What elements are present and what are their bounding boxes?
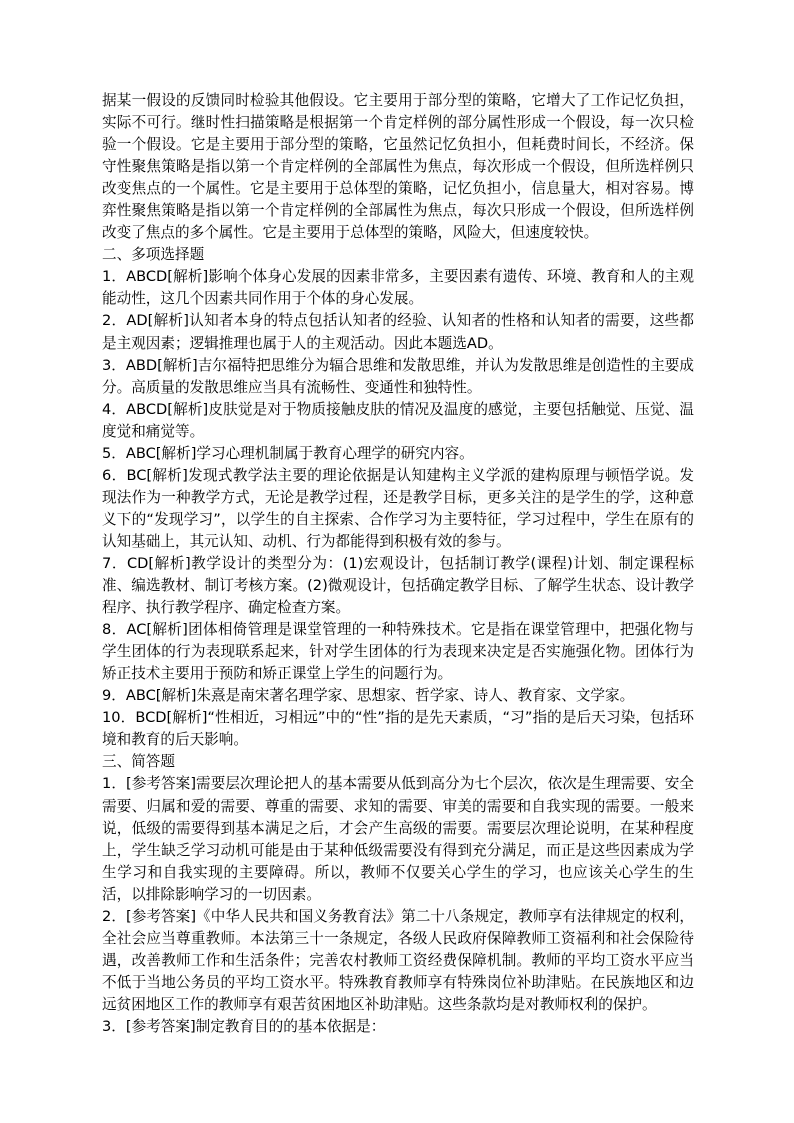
section-heading-multiple-choice: 二、多项选择题	[102, 246, 205, 264]
answer-item-mc-1: 1．ABCD[解析]影响个体身心发展的因素非常多，主要因素有遗传、环境、教育和人的主观能动性，这几个因素共同作用于个体的身心发展。	[102, 268, 694, 308]
answer-item-mc-3: 3．ABD[解析]吉尔福特把思维分为辐合思维和发散思维，并认为发散思维是创造性的主要成分。高质量的发散思维应当具有流畅性、变通性和独特性。	[102, 356, 694, 396]
answer-item-mc-9: 9．ABC[解析]朱熹是南宋著名理学家、思想家、哲学家、诗人、教育家、文学家。	[102, 687, 635, 705]
answer-item-mc-6: 6．BC[解析]发现式教学法主要的理论依据是认知建构主义学派的建构原理与顿悟学说。发现法作为一种教学方式，无论是教学过程，还是教学目标，更多关注的是学生的学，这种意义下的“发现学习”，以学生的自主探索、合作学习为主要特征，学习过程中，学生在原有的认知基础上，其元认知、动机、行为都能得到积极有效的参与。	[102, 466, 694, 550]
answer-item-mc-10: 10．BCD[解析]“性相近，习相远”中的“性”指的是先天素质，“习”指的是后天习染，包括环境和教育的后天影响。	[102, 709, 694, 749]
section-heading-short-answer: 三、简答题	[102, 753, 175, 771]
answer-item-mc-2: 2．AD[解析]认知者本身的特点包括认知者的经验、认知者的性格和认知者的需要，这些都是主观因素；逻辑推理也属于人的主观活动。因此本题选AD。	[102, 312, 694, 352]
paragraph-continuation: 据某一假设的反馈同时检验其他假设。它主要用于部分型的策略，它增大了工作记忆负担，实际不可行。继时性扫描策略是根据第一个肯定样例的部分属性形成一个假设，每一次只检验一个假设。它是主要用于部分型的策略，它虽然记忆负担小，但耗费时间长，不经济。保守性聚焦策略是指以第一个肯定样例的全部属性为焦点，每次形成一个假设，但所选样例只改变焦点的一个属性。它是主要用于总体型的策略，记忆负担小，信息量大，相对容易。博弈性聚焦策略是指以第一个肯定样例的全部属性为焦点，每次只形成一个假设，但所选样例改变了焦点的多个属性。它是主要用于总体型的策略，风险大，但速度较快。	[102, 92, 694, 242]
answer-item-mc-5: 5．ABC[解析]学习心理机制属于教育心理学的研究内容。	[102, 444, 474, 462]
answer-item-sa-3: 3．[参考答案]制定教育目的的基本依据是：	[102, 1017, 386, 1035]
answer-item-mc-7: 7．CD[解析]教学设计的类型分为：(1)宏观设计，包括制订教学(课程)计划、制定课程标准、编选教材、制订考核方案。(2)微观设计，包括确定教学目标、了解学生状态、设计教学程序、执行教学程序、确定检查方案。	[102, 554, 694, 617]
answer-item-sa-1: 1．[参考答案]需要层次理论把人的基本需要从低到高分为七个层次，依次是生理需要、安全需要、归属和爱的需要、尊重的需要、求知的需要、审美的需要和自我实现的需要。一般来说，低级的需要得到基本满足之后，才会产生高级的需要。需要层次理论说明，在某种程度上，学生缺乏学习动机可能是由于某种低级需要没有得到充分满足，而正是这些因素成为学生学习和自我实现的主要障碍。所以，教师不仅要关心学生的学习，也应该关心学生的生活，以排除影响学习的一切因素。	[102, 775, 694, 903]
answer-item-sa-2: 2．[参考答案]《中华人民共和国义务教育法》第二十八条规定，教师享有法律规定的权利，全社会应当尊重教师。本法第三十一条规定，各级人民政府保障教师工资福利和社会保险待遇，改善教师工作和生活条件；完善农村教师工资经费保障机制。教师的平均工资水平应当不低于当地公务员的平均工资水平。特殊教育教师享有特殊岗位补助津贴。在民族地区和边远贫困地区工作的教师享有艰苦贫困地区补助津贴。这些条款均是对教师权利的保护。	[102, 907, 694, 1013]
document-text-body	[102, 90, 694, 1038]
answer-item-mc-4: 4．ABCD[解析]皮肤觉是对于物质接触皮肤的情况及温度的感觉，主要包括触觉、压觉、温度觉和痛觉等。	[102, 400, 694, 440]
answer-item-mc-8: 8．AC[解析]团体相倚管理是课堂管理的一种特殊技术。它是指在课堂管理中，把强化物与学生团体的行为表现联系起来，针对学生团体的行为表现来决定是否实施强化物。团体行为矫正技术主要用于预防和矫正课堂上学生的问题行为。	[102, 621, 694, 683]
